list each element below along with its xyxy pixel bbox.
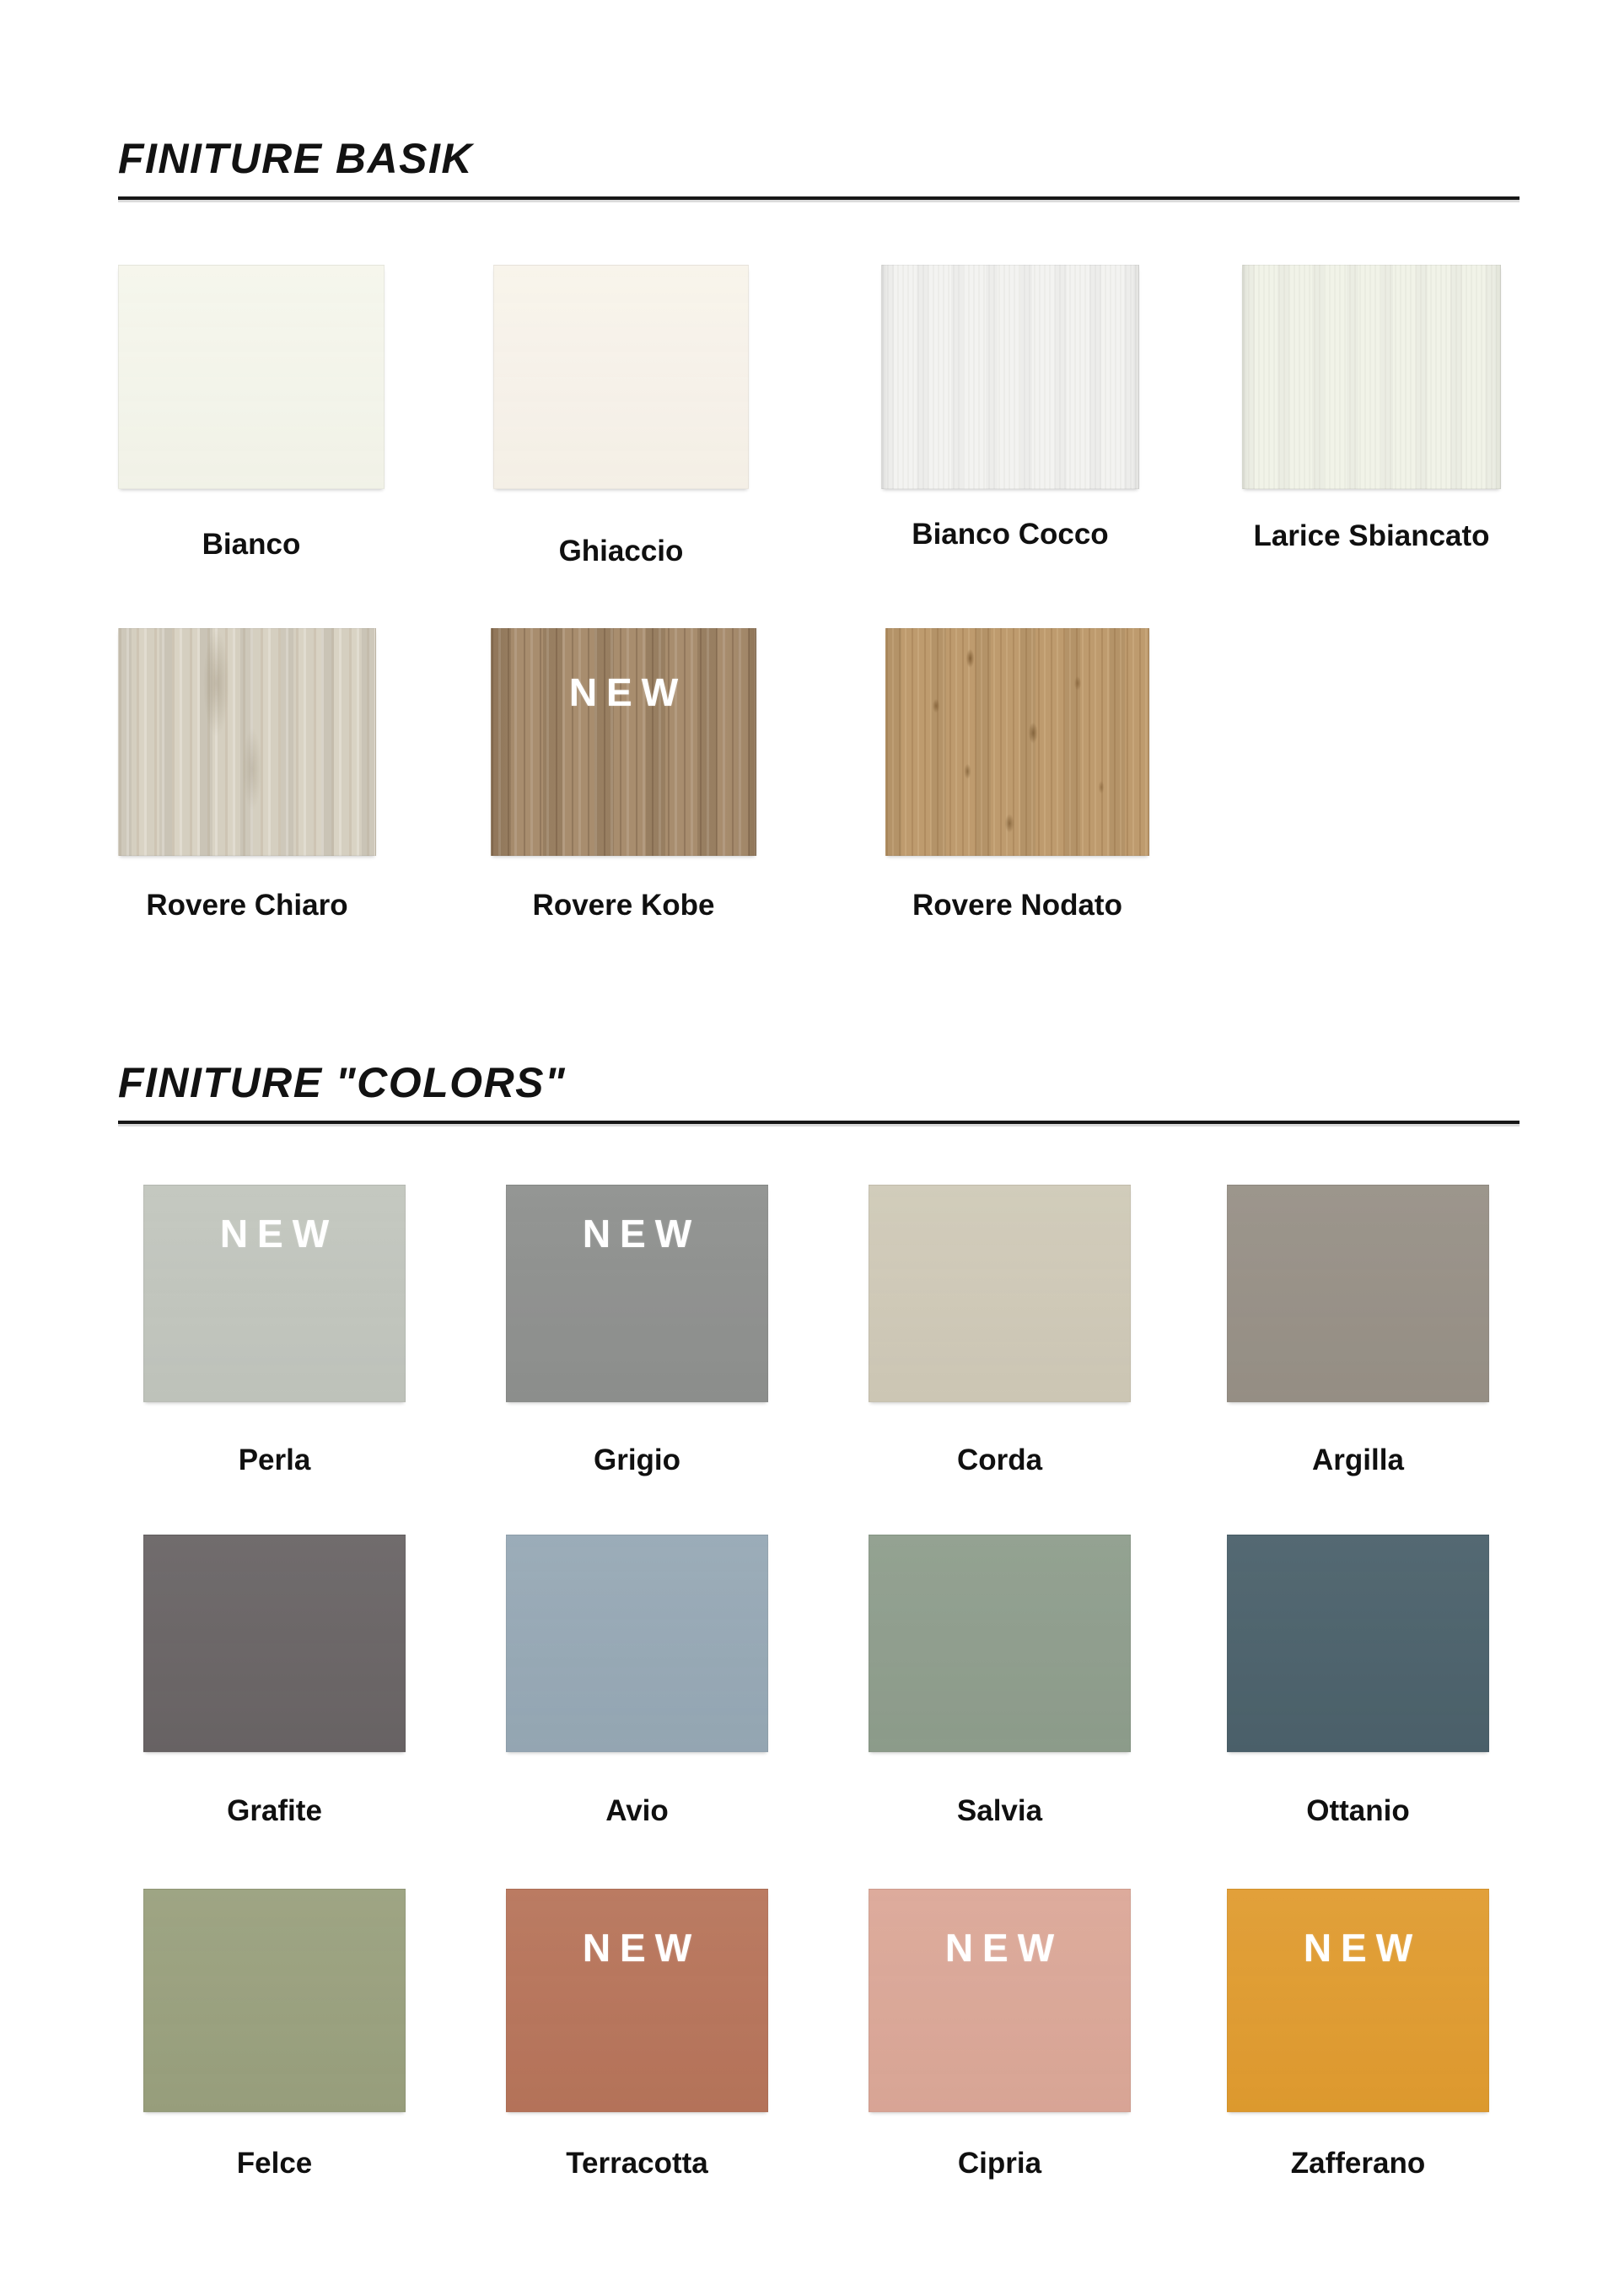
finish-label-rovere-nodato: Rovere Nodato	[912, 889, 1122, 922]
new-badge: NEW	[219, 1212, 339, 1256]
new-badge: NEW	[568, 670, 688, 714]
swatch-zafferano	[1227, 1889, 1489, 2112]
finish-label-zafferano: Zafferano	[1290, 2147, 1426, 2180]
finish-label-bianco-cocco: Bianco Cocco	[912, 518, 1109, 551]
finish-label-rovere-kobe: Rovere Kobe	[532, 889, 715, 922]
swatch-perla	[143, 1185, 406, 1402]
swatch-rovere-nodato	[885, 628, 1149, 856]
finish-label-ghiaccio: Ghiaccio	[558, 535, 684, 567]
swatch-cipria	[869, 1889, 1131, 2112]
swatch-corda	[869, 1185, 1131, 1402]
finish-label-corda: Corda	[956, 1444, 1043, 1476]
finish-label-terracotta: Terracotta	[566, 2147, 708, 2180]
section-rule-basik	[118, 196, 1519, 200]
section-rule-colors	[118, 1121, 1519, 1124]
new-badge: NEW	[582, 1212, 702, 1256]
new-badge: NEW	[582, 1926, 702, 1970]
swatch-terracotta	[506, 1889, 768, 2112]
swatch-salvia	[869, 1535, 1131, 1752]
swatch-rovere-chiaro	[118, 628, 376, 856]
swatch-bianco-cocco	[881, 265, 1139, 489]
swatch-avio	[506, 1535, 768, 1752]
finish-label-rovere-chiaro: Rovere Chiaro	[146, 889, 348, 922]
new-badge: NEW	[1303, 1926, 1423, 1970]
finish-label-perla: Perla	[238, 1444, 311, 1476]
finish-label-cipria: Cipria	[957, 2147, 1042, 2180]
swatch-grafite	[143, 1535, 406, 1752]
finish-label-ottanio: Ottanio	[1306, 1794, 1410, 1827]
swatch-larice-sbiancato	[1242, 265, 1501, 489]
section-title-colors: FINITURE "COLORS"	[118, 1059, 567, 1106]
swatch-grigio	[506, 1185, 768, 1402]
section-title-basik: FINITURE BASIK	[118, 135, 473, 182]
swatch-ghiaccio	[493, 265, 749, 489]
finish-label-argilla: Argilla	[1312, 1444, 1404, 1476]
finish-label-larice-sbiancato: Larice Sbiancato	[1253, 519, 1490, 552]
finish-label-felce: Felce	[236, 2147, 313, 2180]
swatch-argilla	[1227, 1185, 1489, 1402]
finish-label-grigio: Grigio	[593, 1444, 681, 1476]
finish-label-grafite: Grafite	[227, 1794, 322, 1827]
swatch-felce	[143, 1889, 406, 2112]
new-badge: NEW	[944, 1926, 1064, 1970]
swatch-bianco	[118, 265, 385, 489]
finish-label-bianco: Bianco	[202, 528, 301, 561]
swatch-rovere-kobe	[491, 628, 756, 856]
finish-label-avio: Avio	[605, 1794, 669, 1827]
finish-label-salvia: Salvia	[956, 1794, 1043, 1827]
swatch-ottanio	[1227, 1535, 1489, 1752]
